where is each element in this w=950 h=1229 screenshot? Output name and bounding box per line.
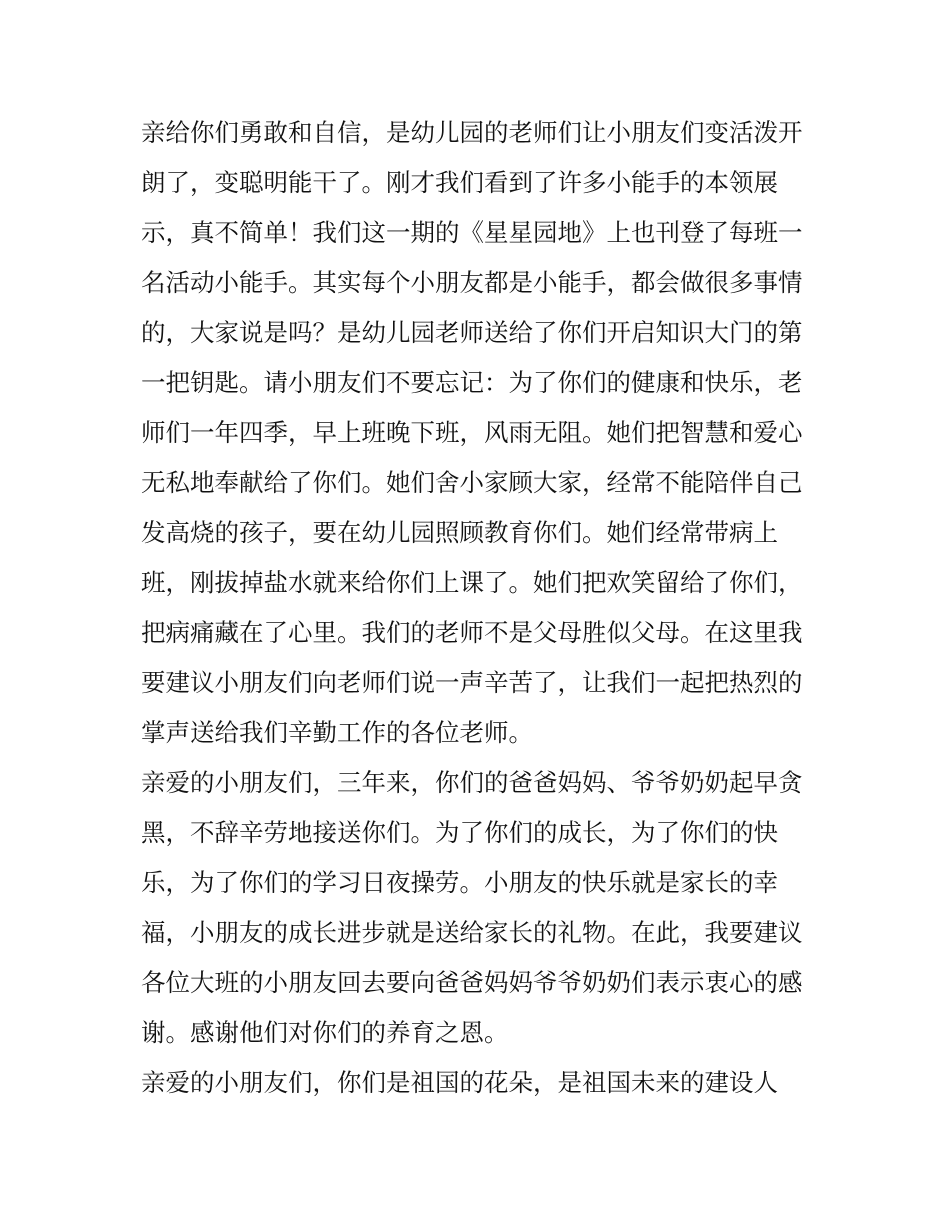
text-line: 无私地奉献给了你们。她们舍小家顾大家，经常不能陪伴自己 bbox=[141, 468, 803, 497]
text-line: 师们一年四季，早上班晚下班，风雨无阻。她们把智慧和爱心 bbox=[141, 418, 803, 447]
text-line: 的，大家说是吗？是幼儿园老师送给了你们开启知识大门的第 bbox=[141, 318, 803, 347]
text-line: 各位大班的小朋友回去要向爸爸妈妈爷爷奶奶们表示衷心的感 bbox=[141, 968, 803, 997]
text-line: 黑，不辞辛劳地接送你们。为了你们的成长，为了你们的快 bbox=[141, 818, 778, 847]
text-line: 掌声送给我们辛勤工作的各位老师。 bbox=[141, 718, 533, 747]
text-line: 名活动小能手。其实每个小朋友都是小能手，都会做很多事情 bbox=[141, 268, 803, 297]
text-line: 亲爱的小朋友们，你们是祖国的花朵，是祖国未来的建设人 bbox=[141, 1068, 778, 1097]
text-line: 班，刚拔掉盐水就来给你们上课了。她们把欢笑留给了你们， bbox=[141, 568, 803, 597]
document-body bbox=[141, 108, 821, 1108]
text-line: 一把钥匙。请小朋友们不要忘记：为了你们的健康和快乐，老 bbox=[141, 368, 803, 397]
text-line: 把病痛藏在了心里。我们的老师不是父母胜似父母。在这里我 bbox=[141, 618, 803, 647]
text-line: 朗了，变聪明能干了。刚才我们看到了许多小能手的本领展 bbox=[141, 168, 778, 197]
text-line: 乐，为了你们的学习日夜操劳。小朋友的快乐就是家长的幸 bbox=[141, 868, 778, 897]
text-line: 亲爱的小朋友们，三年来，你们的爸爸妈妈、爷爷奶奶起早贪 bbox=[141, 768, 803, 797]
text-line: 亲给你们勇敢和自信，是幼儿园的老师们让小朋友们变活泼开 bbox=[141, 118, 803, 147]
text-line: 示，真不简单！我们这一期的《星星园地》上也刊登了每班一 bbox=[141, 218, 803, 247]
text-line: 要建议小朋友们向老师们说一声辛苦了，让我们一起把热烈的 bbox=[141, 668, 803, 697]
text-line: 谢。感谢他们对你们的养育之恩。 bbox=[141, 1018, 509, 1047]
text-line: 发高烧的孩子，要在幼儿园照顾教育你们。她们经常带病上 bbox=[141, 518, 778, 547]
text-line: 福，小朋友的成长进步就是送给家长的礼物。在此，我要建议 bbox=[141, 918, 803, 947]
